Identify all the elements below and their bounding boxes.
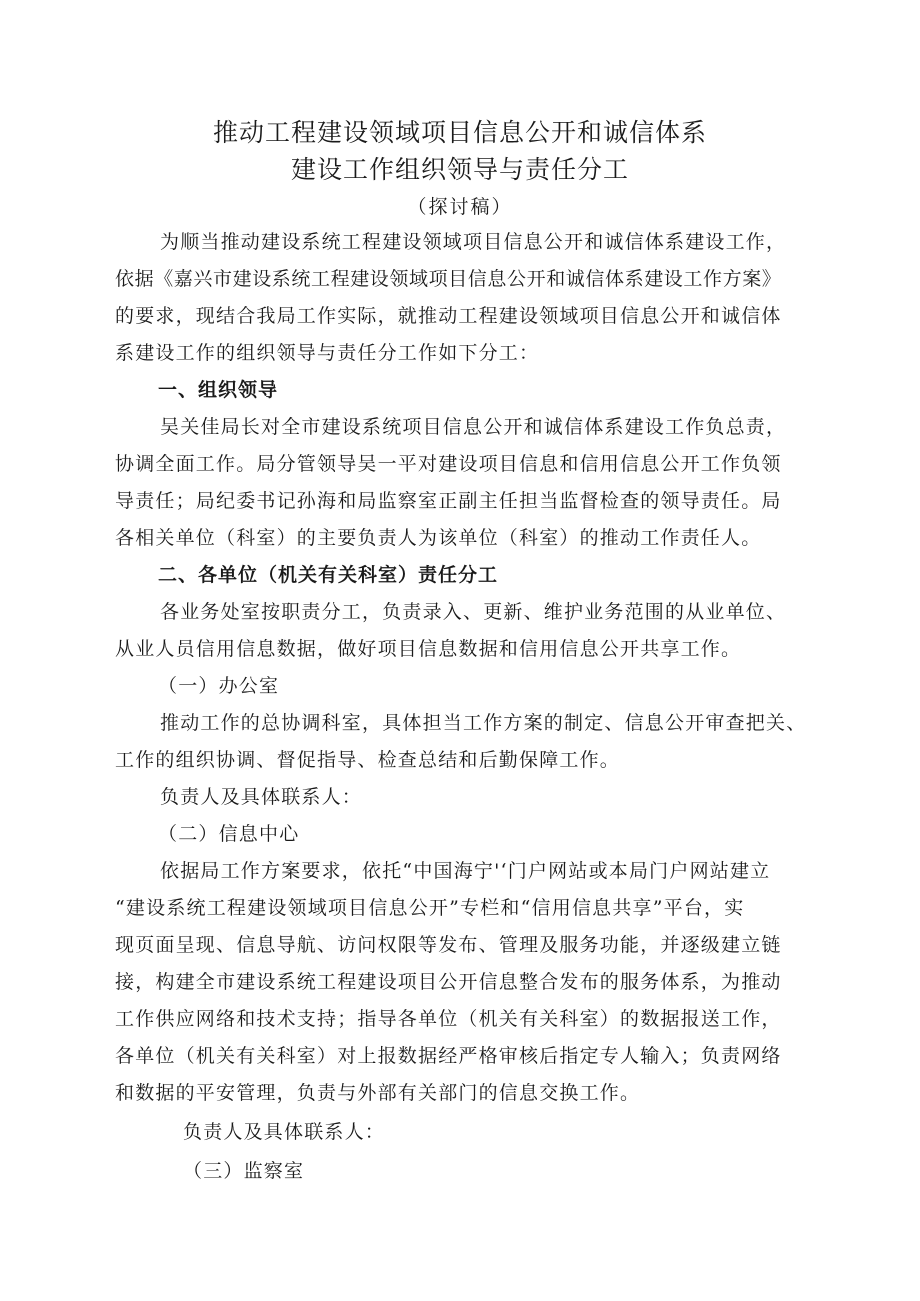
draft-note: （探讨稿） [407, 196, 513, 218]
info-center-line: 接，构建全市建设系统工程建设项目公开信息整合发布的服务体系，为推动 [115, 971, 782, 993]
info-center-line: 各单位（机关有关科室）对上报数据经严格审核后指定专人输入；负责网络 [115, 1045, 782, 1067]
info-center-line: 工作供应网络和技术支持；指导各单位（机关有关科室）的数据报送工作， [115, 1008, 782, 1030]
info-center-line: 依据局工作方案要求，依托“中国海宁'‘门户网站或本局门户网站建立 [160, 860, 771, 882]
office-contact: 负责人及具体联系人： [160, 786, 363, 808]
intro-line: 的要求，现结合我局工作实际，就推动工程建设领域项目信息公开和诚信体 [115, 305, 782, 327]
section1-line: 吴关佳局长对全市建设系统项目信息公开和诚信体系建设工作负总责， [160, 416, 787, 438]
intro-line: 系建设工作的组织领导与责任分工作如下分工： [115, 342, 540, 364]
intro-line: 为顺当推动建设系统工程建设领域项目信息公开和诚信体系建设工作， [160, 231, 787, 253]
document-title-line-2: 建设工作组织领导与责任分工 [290, 155, 629, 184]
section-heading-organization: 一、组织领导 [158, 379, 279, 401]
section2-line: 从业人员信用信息数据，做好项目信息数据和信用信息公开共享工作。 [115, 638, 742, 660]
subsection-label-info-center: （二）信息中心 [158, 823, 300, 845]
info-center-line: 现页面呈现、信息导航、访问权限等发布、管理及服务功能，并逐级建立链 [115, 934, 782, 956]
subsection-label-office: （一）办公室 [158, 675, 280, 697]
office-line: 工作的组织协调、督促指导、检查总结和后勤保障工作。 [115, 749, 621, 771]
subsection-label-supervision: （三）监察室 [183, 1160, 305, 1182]
section1-line: 导责任；局纪委书记孙海和局监察室正副主任担当监督检查的领导责任。局 [115, 490, 782, 512]
intro-line: 依据《嘉兴市建设系统工程建设领域项目信息公开和诚信体系建设工作方案》 [115, 268, 782, 290]
document-title-line-1: 推动工程建设领域项目信息公开和诚信体系 [212, 118, 707, 147]
info-center-line: “建设系统工程建设领域项目信息公开”专栏和“信用信息共享”平台，实 [115, 897, 745, 919]
section1-line: 各相关单位（科室）的主要负责人为该单位（科室）的推动工作责任人。 [115, 527, 762, 549]
office-line: 推动工作的总协调科室，具体担当工作方案的制定、信息公开审查把关、 [160, 712, 807, 734]
info-center-line: 和数据的平安管理，负责与外部有关部门的信息交换工作。 [115, 1082, 641, 1104]
section1-line: 协调全面工作。局分管领导吴一平对建设项目信息和信用信息公开工作负领 [115, 453, 782, 475]
info-center-contact: 负责人及具体联系人： [183, 1121, 386, 1143]
section-heading-responsibilities: 二、各单位（机关有关科室）责任分工 [158, 564, 499, 586]
section2-line: 各业务处室按职责分工，负责录入、更新、维护业务范围的从业单位、 [160, 601, 787, 623]
